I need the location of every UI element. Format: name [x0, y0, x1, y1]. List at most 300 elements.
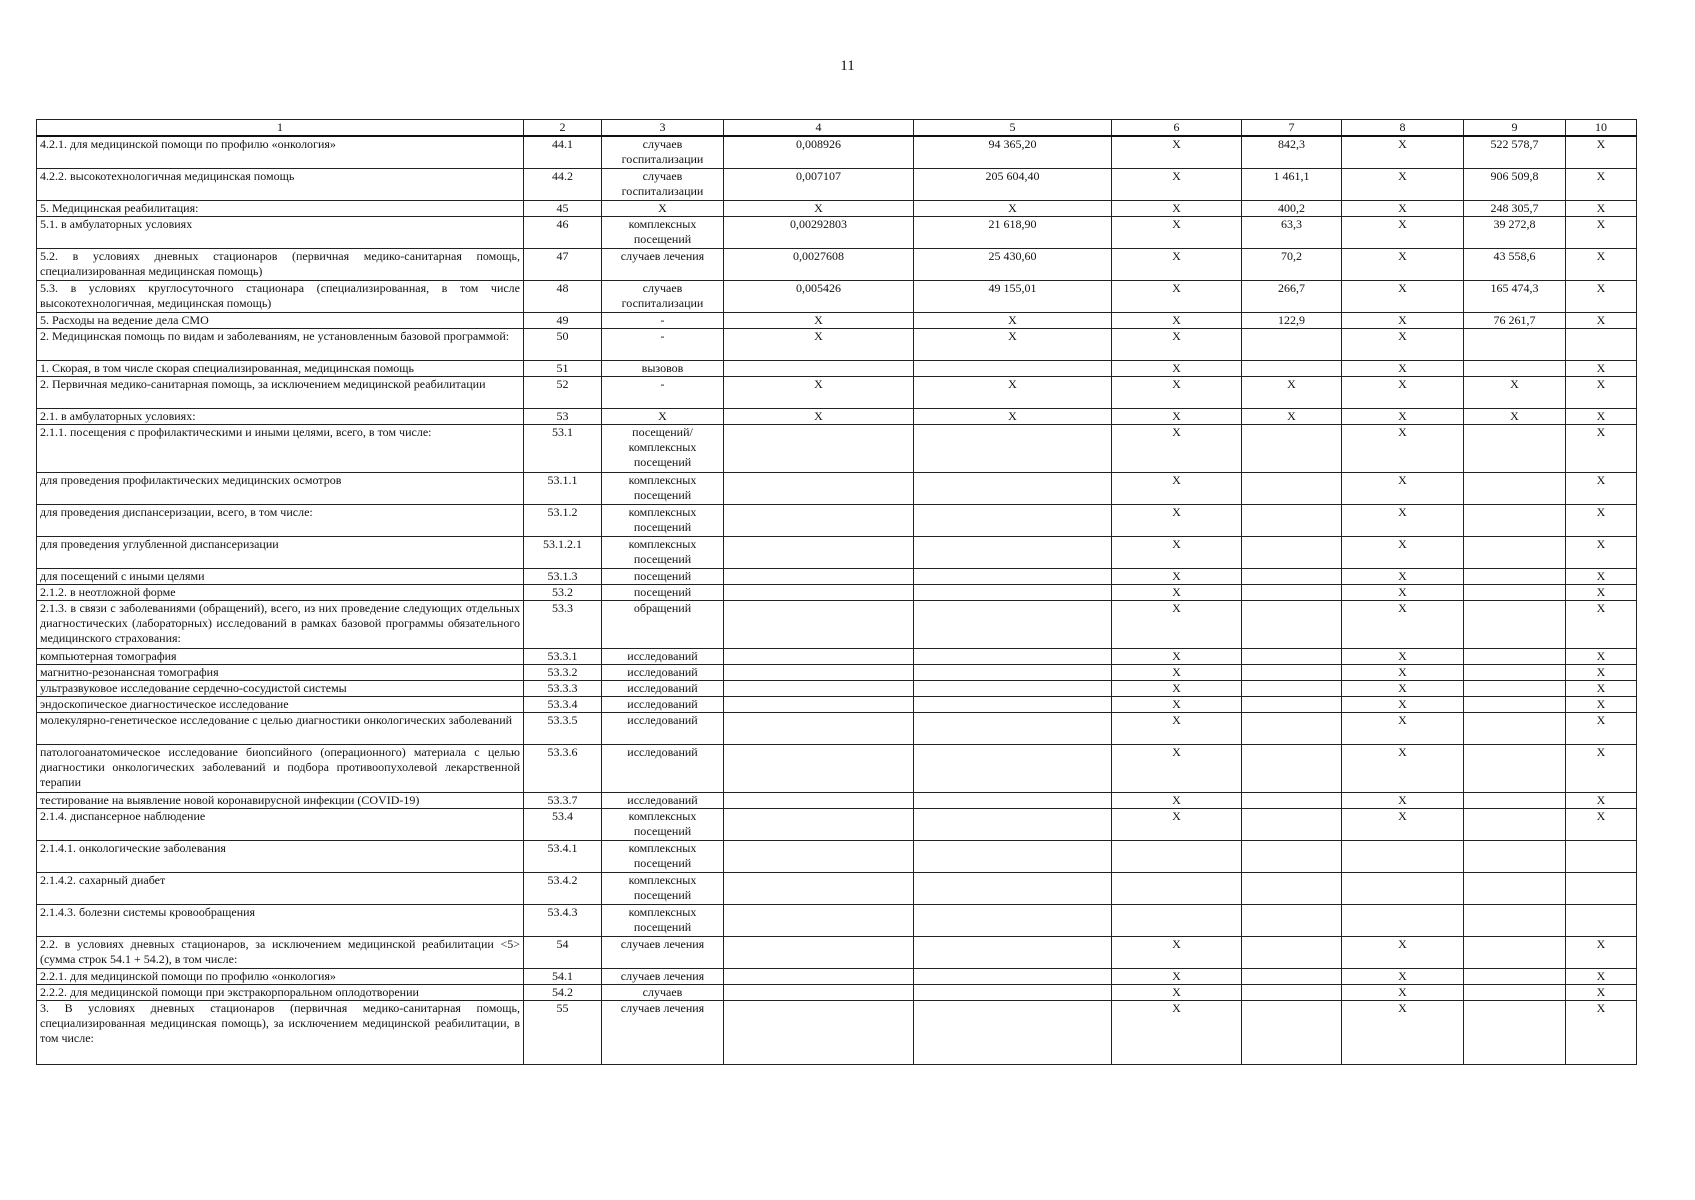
value-cell — [914, 648, 1112, 664]
row-label-cell: 2.1.1. посещения с профилактическими и иными целями, всего, в том числе: — [37, 424, 524, 472]
value-cell: X — [1566, 648, 1637, 664]
table-row — [37, 680, 1637, 696]
value-cell: X — [1566, 536, 1637, 568]
value-cell: X — [1112, 664, 1242, 680]
value-cell: X — [1342, 680, 1464, 696]
table-row — [37, 872, 1637, 904]
value-cell — [1566, 840, 1637, 872]
value-cell: X — [1342, 312, 1464, 328]
unit-cell: - — [602, 376, 724, 408]
unit-cell: комплексных посещений — [602, 472, 724, 504]
unit-cell: исследований — [602, 648, 724, 664]
unit-cell: - — [602, 312, 724, 328]
value-cell — [1464, 936, 1566, 968]
value-cell — [1464, 744, 1566, 792]
value-cell: X — [1342, 216, 1464, 248]
row-label-cell: 5.3. в условиях круглосуточного стационара (специализированная, в том числе высокотехнологичная, медицинская помощь) — [37, 280, 524, 312]
unit-cell: случаев — [602, 984, 724, 1000]
value-cell: X — [1112, 424, 1242, 472]
value-cell: X — [1342, 712, 1464, 744]
value-cell: X — [1112, 696, 1242, 712]
value-cell: X — [1566, 200, 1637, 216]
unit-cell: случаев лечения — [602, 968, 724, 984]
value-cell — [914, 568, 1112, 584]
unit-cell: случаев госпитализации — [602, 280, 724, 312]
value-cell: X — [1112, 968, 1242, 984]
value-cell: X — [1242, 376, 1342, 408]
value-cell — [1242, 872, 1342, 904]
value-cell: X — [1342, 808, 1464, 840]
value-cell: X — [1566, 504, 1637, 536]
row-code-cell: 53.3.2 — [524, 664, 602, 680]
row-code-cell: 53.3.7 — [524, 792, 602, 808]
value-cell: X — [1112, 1000, 1242, 1064]
row-code-cell: 53.1 — [524, 424, 602, 472]
value-cell — [1464, 904, 1566, 936]
row-label-cell: 5. Медицинская реабилитация: — [37, 200, 524, 216]
table-container — [36, 119, 1637, 1065]
row-label-cell: 5.1. в амбулаторных условиях — [37, 216, 524, 248]
table-row — [37, 936, 1637, 968]
value-cell — [724, 1000, 914, 1064]
value-cell — [1242, 936, 1342, 968]
row-label-cell: для посещений с иными целями — [37, 568, 524, 584]
row-label-cell: 2.1.4.3. болезни системы кровообращения — [37, 904, 524, 936]
row-label-cell: 5.2. в условиях дневных стационаров (первичная медико-санитарная помощь, специализированная медицинская помощь) — [37, 248, 524, 280]
value-cell — [724, 744, 914, 792]
value-cell: X — [1342, 360, 1464, 376]
row-code-cell: 52 — [524, 376, 602, 408]
value-cell — [1464, 968, 1566, 984]
value-cell — [1566, 872, 1637, 904]
value-cell: X — [1566, 280, 1637, 312]
unit-cell: комплексных посещений — [602, 808, 724, 840]
value-cell: X — [1342, 648, 1464, 664]
header-cell: 6 — [1112, 120, 1242, 137]
value-cell — [1242, 984, 1342, 1000]
table-row — [37, 808, 1637, 840]
row-label-cell: 2.1.4.1. онкологические заболевания — [37, 840, 524, 872]
value-cell: 39 272,8 — [1464, 216, 1566, 248]
unit-cell: исследований — [602, 680, 724, 696]
value-cell — [1242, 600, 1342, 648]
value-cell — [1464, 872, 1566, 904]
value-cell — [1342, 872, 1464, 904]
row-code-cell: 53.4 — [524, 808, 602, 840]
value-cell: X — [1342, 248, 1464, 280]
value-cell — [1464, 648, 1566, 664]
value-cell — [724, 984, 914, 1000]
table-row — [37, 792, 1637, 808]
value-cell — [1242, 648, 1342, 664]
value-cell: X — [1342, 168, 1464, 200]
data-table — [36, 119, 1637, 1065]
row-code-cell: 50 — [524, 328, 602, 360]
value-cell: X — [1342, 936, 1464, 968]
value-cell: X — [1566, 584, 1637, 600]
value-cell: X — [1112, 936, 1242, 968]
value-cell: 248 305,7 — [1464, 200, 1566, 216]
value-cell: X — [1566, 680, 1637, 696]
value-cell: X — [724, 312, 914, 328]
table-row — [37, 168, 1637, 200]
value-cell: X — [724, 200, 914, 216]
value-cell — [1464, 504, 1566, 536]
value-cell: X — [1112, 648, 1242, 664]
unit-cell: исследований — [602, 696, 724, 712]
table-row — [37, 712, 1637, 744]
row-label-cell: магнитно-резонансная томография — [37, 664, 524, 680]
table-row — [37, 424, 1637, 472]
row-code-cell: 47 — [524, 248, 602, 280]
unit-cell: случаев лечения — [602, 248, 724, 280]
value-cell: X — [1112, 216, 1242, 248]
value-cell — [1342, 840, 1464, 872]
value-cell: X — [1112, 248, 1242, 280]
value-cell — [724, 968, 914, 984]
row-label-cell: эндоскопическое диагностическое исследование — [37, 696, 524, 712]
value-cell: X — [1566, 408, 1637, 424]
value-cell — [724, 712, 914, 744]
unit-cell: вызовов — [602, 360, 724, 376]
value-cell — [1242, 1000, 1342, 1064]
value-cell — [914, 504, 1112, 536]
value-cell — [724, 904, 914, 936]
value-cell — [1464, 808, 1566, 840]
value-cell — [724, 584, 914, 600]
value-cell: X — [1342, 984, 1464, 1000]
value-cell — [914, 968, 1112, 984]
row-label-cell: патологоанатомическое исследование биопсийного (операционного) материала с целью диагностики онкологических заболеваний и подбора противоопухолевой лекарственной терапии — [37, 744, 524, 792]
value-cell: X — [914, 408, 1112, 424]
table-row — [37, 904, 1637, 936]
row-label-cell: ультразвуковое исследование сердечно-сосудистой системы — [37, 680, 524, 696]
row-code-cell: 53.3.6 — [524, 744, 602, 792]
value-cell — [1242, 696, 1342, 712]
row-label-cell: 2.1.4.2. сахарный диабет — [37, 872, 524, 904]
row-label-cell: 2.2.2. для медицинской помощи при экстракорпоральном оплодотворении — [37, 984, 524, 1000]
value-cell: 0,008926 — [724, 136, 914, 168]
unit-cell: X — [602, 200, 724, 216]
value-cell: X — [914, 376, 1112, 408]
value-cell — [914, 680, 1112, 696]
value-cell — [1112, 904, 1242, 936]
row-code-cell: 53.3.4 — [524, 696, 602, 712]
value-cell — [914, 872, 1112, 904]
value-cell: X — [1112, 360, 1242, 376]
row-code-cell: 46 — [524, 216, 602, 248]
value-cell — [724, 472, 914, 504]
value-cell: 0,005426 — [724, 280, 914, 312]
header-cell: 10 — [1566, 120, 1637, 137]
value-cell: X — [1566, 1000, 1637, 1064]
table-row — [37, 216, 1637, 248]
value-cell — [724, 680, 914, 696]
row-code-cell: 53 — [524, 408, 602, 424]
value-cell: X — [1112, 408, 1242, 424]
value-cell — [1566, 328, 1637, 360]
value-cell — [1242, 584, 1342, 600]
row-label-cell: 5. Расходы на ведение дела СМО — [37, 312, 524, 328]
value-cell — [1242, 744, 1342, 792]
value-cell — [1464, 680, 1566, 696]
unit-cell: посещений — [602, 584, 724, 600]
header-row — [37, 120, 1637, 137]
value-cell: X — [1566, 424, 1637, 472]
value-cell — [914, 744, 1112, 792]
value-cell: X — [1566, 136, 1637, 168]
value-cell: 70,2 — [1242, 248, 1342, 280]
value-cell: X — [1112, 200, 1242, 216]
table-row — [37, 200, 1637, 216]
value-cell — [724, 840, 914, 872]
value-cell: X — [1342, 600, 1464, 648]
unit-cell: комплексных посещений — [602, 904, 724, 936]
value-cell: X — [1566, 312, 1637, 328]
value-cell: X — [1342, 280, 1464, 312]
row-code-cell: 44.2 — [524, 168, 602, 200]
value-cell: X — [1342, 536, 1464, 568]
value-cell: X — [1112, 808, 1242, 840]
value-cell: 94 365,20 — [914, 136, 1112, 168]
row-label-cell: 2.1.2. в неотложной форме — [37, 584, 524, 600]
value-cell — [1464, 600, 1566, 648]
value-cell — [724, 792, 914, 808]
header-cell: 3 — [602, 120, 724, 137]
row-code-cell: 51 — [524, 360, 602, 376]
row-code-cell: 45 — [524, 200, 602, 216]
value-cell — [1464, 360, 1566, 376]
value-cell: 49 155,01 — [914, 280, 1112, 312]
value-cell: 76 261,7 — [1464, 312, 1566, 328]
value-cell: X — [1566, 664, 1637, 680]
table-row — [37, 968, 1637, 984]
value-cell — [724, 664, 914, 680]
unit-cell: комплексных посещений — [602, 216, 724, 248]
value-cell — [724, 424, 914, 472]
unit-cell: случаев госпитализации — [602, 168, 724, 200]
row-code-cell: 55 — [524, 1000, 602, 1064]
value-cell — [1464, 792, 1566, 808]
value-cell: X — [1342, 744, 1464, 792]
value-cell — [1112, 840, 1242, 872]
value-cell — [914, 424, 1112, 472]
value-cell: X — [1342, 424, 1464, 472]
table-row — [37, 280, 1637, 312]
value-cell — [1242, 536, 1342, 568]
table-row — [37, 584, 1637, 600]
table-row — [37, 568, 1637, 584]
value-cell — [914, 712, 1112, 744]
value-cell: X — [914, 200, 1112, 216]
value-cell: X — [1112, 712, 1242, 744]
value-cell: X — [1566, 216, 1637, 248]
value-cell: X — [1342, 200, 1464, 216]
value-cell: X — [1566, 808, 1637, 840]
value-cell — [914, 472, 1112, 504]
row-label-cell: для проведения профилактических медицинских осмотров — [37, 472, 524, 504]
value-cell: X — [724, 408, 914, 424]
row-label-cell: 2. Медицинская помощь по видам и заболеваниям, не установленным базовой программой: — [37, 328, 524, 360]
value-cell — [1464, 568, 1566, 584]
row-code-cell: 53.3 — [524, 600, 602, 648]
row-code-cell: 53.1.3 — [524, 568, 602, 584]
header-cell: 1 — [37, 120, 524, 137]
table-row — [37, 408, 1637, 424]
value-cell — [724, 936, 914, 968]
value-cell — [914, 584, 1112, 600]
value-cell: X — [1566, 936, 1637, 968]
value-cell: X — [914, 312, 1112, 328]
table-row — [37, 600, 1637, 648]
table-row — [37, 648, 1637, 664]
value-cell: X — [1112, 792, 1242, 808]
value-cell — [724, 696, 914, 712]
value-cell: X — [914, 328, 1112, 360]
value-cell: X — [1566, 968, 1637, 984]
value-cell — [1242, 808, 1342, 840]
value-cell: X — [1342, 328, 1464, 360]
value-cell: X — [1112, 472, 1242, 504]
table-row — [37, 312, 1637, 328]
value-cell — [1242, 680, 1342, 696]
value-cell: 43 558,6 — [1464, 248, 1566, 280]
table-row — [37, 504, 1637, 536]
value-cell — [914, 840, 1112, 872]
row-code-cell: 44.1 — [524, 136, 602, 168]
value-cell: 400,2 — [1242, 200, 1342, 216]
value-cell — [914, 664, 1112, 680]
header-cell: 4 — [724, 120, 914, 137]
unit-cell: комплексных посещений — [602, 536, 724, 568]
value-cell — [914, 696, 1112, 712]
value-cell — [724, 872, 914, 904]
row-code-cell: 53.1.2 — [524, 504, 602, 536]
value-cell — [1242, 568, 1342, 584]
row-label-cell: 2. Первичная медико-санитарная помощь, за исключением медицинской реабилитации — [37, 376, 524, 408]
value-cell — [1242, 472, 1342, 504]
value-cell — [914, 984, 1112, 1000]
value-cell: X — [1566, 568, 1637, 584]
value-cell — [914, 792, 1112, 808]
value-cell: X — [1342, 1000, 1464, 1064]
row-code-cell: 53.1.1 — [524, 472, 602, 504]
value-cell: X — [1112, 376, 1242, 408]
value-cell: X — [1566, 472, 1637, 504]
unit-cell: комплексных посещений — [602, 840, 724, 872]
row-code-cell: 54 — [524, 936, 602, 968]
header-cell: 7 — [1242, 120, 1342, 137]
value-cell: X — [1342, 568, 1464, 584]
value-cell: X — [1566, 984, 1637, 1000]
row-label-cell: 1. Скорая, в том числе скорая специализированная, медицинская помощь — [37, 360, 524, 376]
row-label-cell: 4.2.1. для медицинской помощи по профилю «онкология» — [37, 136, 524, 168]
value-cell: X — [1112, 680, 1242, 696]
unit-cell: X — [602, 408, 724, 424]
value-cell — [724, 504, 914, 536]
table-row — [37, 360, 1637, 376]
value-cell: X — [1342, 696, 1464, 712]
value-cell: X — [1464, 408, 1566, 424]
table-row — [37, 696, 1637, 712]
value-cell: X — [1112, 984, 1242, 1000]
value-cell: X — [724, 328, 914, 360]
row-label-cell: 3. В условиях дневных стационаров (первичная медико-санитарная помощь, специализированная медицинская помощь), за исключением медицинской реабилитации, в том числе: — [37, 1000, 524, 1064]
row-label-cell: 4.2.2. высокотехнологичная медицинская помощь — [37, 168, 524, 200]
value-cell — [1242, 712, 1342, 744]
unit-cell: исследований — [602, 664, 724, 680]
value-cell: X — [1112, 504, 1242, 536]
value-cell: 842,3 — [1242, 136, 1342, 168]
value-cell: X — [1566, 792, 1637, 808]
value-cell — [1464, 984, 1566, 1000]
value-cell: 0,0027608 — [724, 248, 914, 280]
table-row — [37, 136, 1637, 168]
value-cell — [914, 360, 1112, 376]
row-code-cell: 53.3.1 — [524, 648, 602, 664]
value-cell — [1112, 872, 1242, 904]
value-cell: X — [1342, 376, 1464, 408]
row-label-cell: 2.1.4. диспансерное наблюдение — [37, 808, 524, 840]
value-cell: X — [1112, 600, 1242, 648]
value-cell — [724, 360, 914, 376]
value-cell — [724, 568, 914, 584]
unit-cell: посещений/ комплексных посещений — [602, 424, 724, 472]
row-code-cell: 49 — [524, 312, 602, 328]
value-cell — [914, 600, 1112, 648]
value-cell: 0,007107 — [724, 168, 914, 200]
table-row — [37, 984, 1637, 1000]
value-cell: X — [1242, 408, 1342, 424]
row-code-cell: 53.4.1 — [524, 840, 602, 872]
value-cell — [914, 1000, 1112, 1064]
value-cell — [1242, 840, 1342, 872]
row-label-cell: 2.2.1. для медицинской помощи по профилю «онкология» — [37, 968, 524, 984]
unit-cell: посещений — [602, 568, 724, 584]
value-cell — [1242, 968, 1342, 984]
value-cell: 25 430,60 — [914, 248, 1112, 280]
value-cell: 165 474,3 — [1464, 280, 1566, 312]
value-cell — [914, 904, 1112, 936]
row-code-cell: 53.1.2.1 — [524, 536, 602, 568]
value-cell — [914, 808, 1112, 840]
value-cell: X — [1342, 664, 1464, 680]
table-row — [37, 536, 1637, 568]
table-row — [37, 744, 1637, 792]
unit-cell: - — [602, 328, 724, 360]
value-cell — [1464, 536, 1566, 568]
value-cell: X — [1342, 472, 1464, 504]
value-cell: X — [1112, 584, 1242, 600]
value-cell: X — [1112, 744, 1242, 792]
value-cell: X — [1112, 568, 1242, 584]
row-label-cell: тестирование на выявление новой коронавирусной инфекции (COVID-19) — [37, 792, 524, 808]
unit-cell: комплексных посещений — [602, 504, 724, 536]
value-cell — [1242, 504, 1342, 536]
value-cell — [914, 936, 1112, 968]
value-cell: X — [1566, 360, 1637, 376]
row-code-cell: 53.3.5 — [524, 712, 602, 744]
value-cell: 266,7 — [1242, 280, 1342, 312]
header-cell: 8 — [1342, 120, 1464, 137]
table-row — [37, 664, 1637, 680]
value-cell: X — [1566, 712, 1637, 744]
row-code-cell: 48 — [524, 280, 602, 312]
row-label-cell: компьютерная томография — [37, 648, 524, 664]
unit-cell: случаев лечения — [602, 1000, 724, 1064]
table-row — [37, 376, 1637, 408]
value-cell: X — [724, 376, 914, 408]
